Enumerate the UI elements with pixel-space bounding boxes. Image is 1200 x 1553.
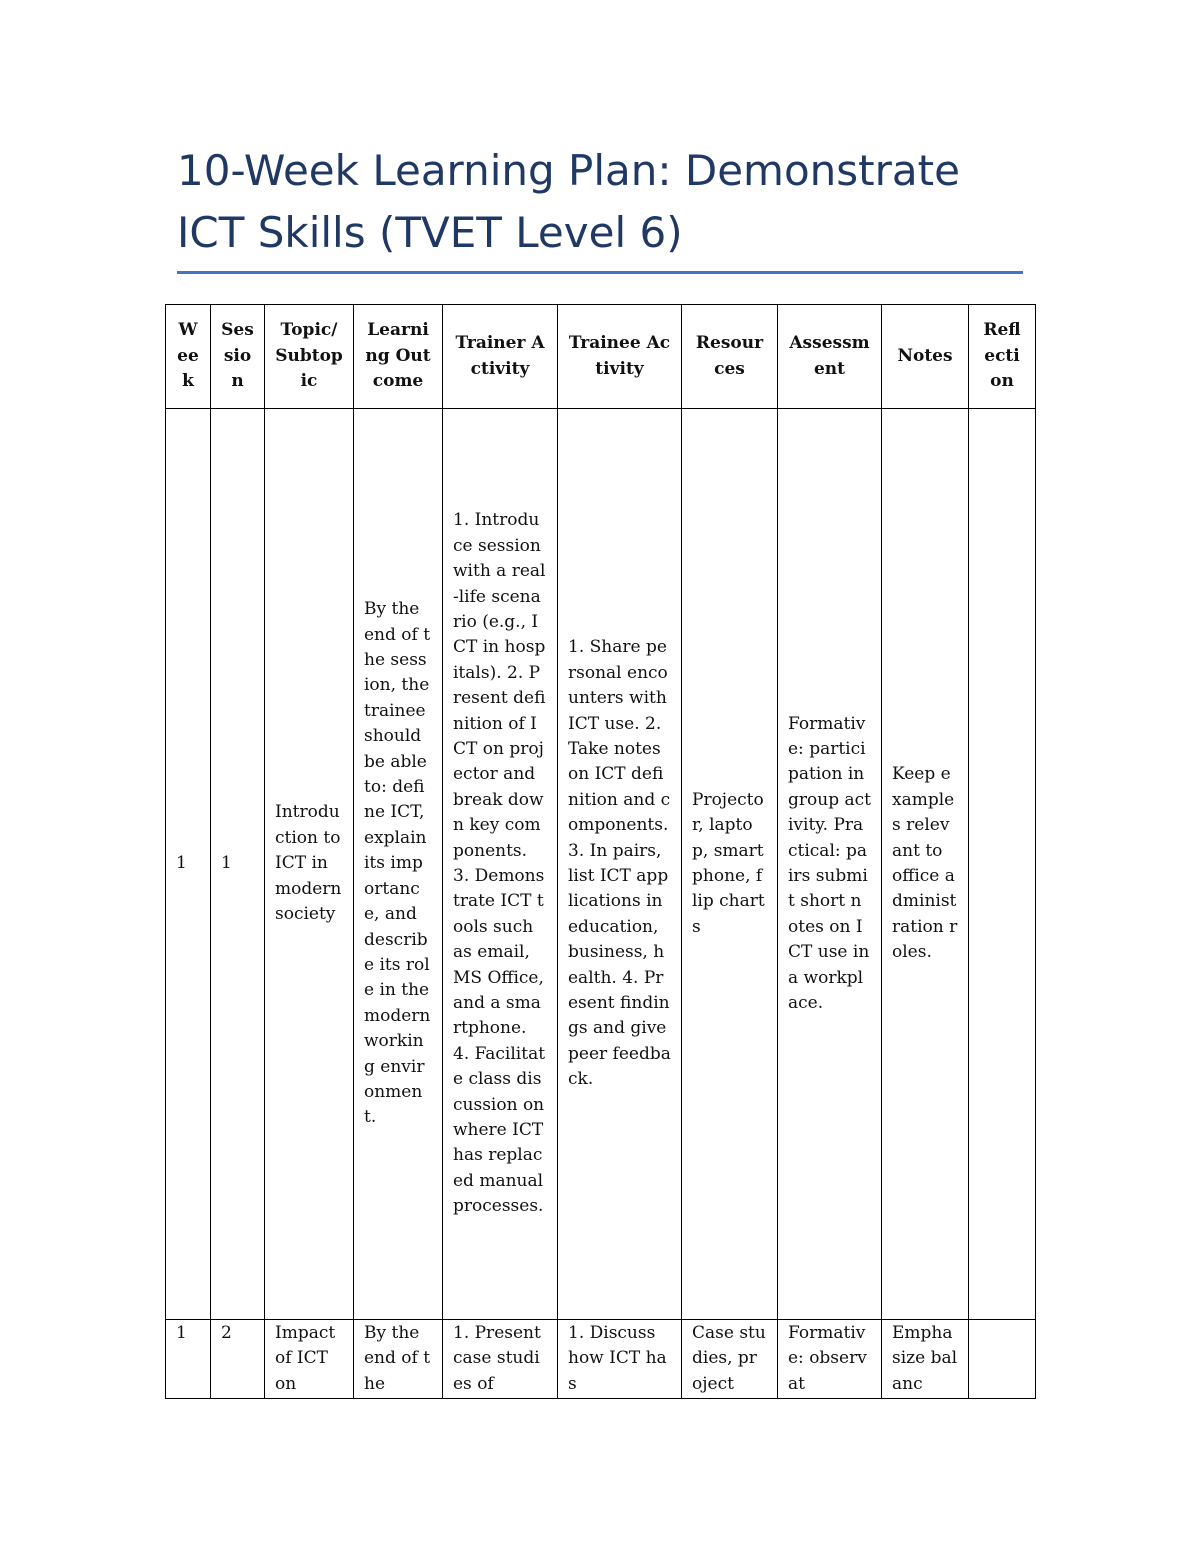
cell-trainer-activity: 1. Introduce session with a real-life scenario (e.g., ICT in hospitals). 2. Present definition of ICT on projector and break down key components. 3. Demonstrate ICT tools such as email, MS Office, and a smartphone. 4. Facilitate class discussion on where ICT has replaced manual processes. [443,409,558,1320]
header-week: Week [166,305,211,409]
cell-learning-outcome: By the end of the [354,1320,443,1399]
header-resources: Resources [682,305,778,409]
cell-week: 1 [166,1320,211,1399]
header-topic: Topic/ Subtopic [265,305,354,409]
cell-resources: Projector, laptop, smartphone, flip charts [682,409,778,1320]
header-trainer-activity: Trainer Activity [443,305,558,409]
header-row [166,305,1036,409]
cell-session: 1 [211,409,265,1320]
cell-trainee-activity: 1. Share personal encounters with ICT use. 2. Take notes on ICT definition and components. 3. In pairs, list ICT applications in education, business, health. 4. Present findings and give peer feedback. [558,409,682,1320]
header-trainee-activity: Trainee Activity [558,305,682,409]
cell-trainer-activity: 1. Present case studies of [443,1320,558,1399]
cell-resources: Case studies, project [682,1320,778,1399]
table-row [166,1320,1036,1399]
page-title: 10-Week Learning Plan: Demonstrate ICT Skills (TVET Level 6) [177,146,960,257]
cell-notes: Emphasize balanc [882,1320,969,1399]
cell-notes: Keep examples relevant to office administration roles. [882,409,969,1320]
cell-assessment: Formative: observat [778,1320,882,1399]
header-reflection: Reflection [969,305,1036,409]
header-learning-outcome: Learning Outcome [354,305,443,409]
cell-week: 1 [166,409,211,1320]
cell-reflection [969,409,1036,1320]
header-session: Session [211,305,265,409]
cell-topic: Introduction to ICT in modern society [265,409,354,1320]
header-notes: Notes [882,305,969,409]
cell-assessment: Formative: participation in group activity. Practical: pairs submit short notes on ICT use in a workplace. [778,409,882,1320]
cell-session: 2 [211,1320,265,1399]
learning-plan-table [165,304,1036,1399]
cell-topic: Impact of ICT on [265,1320,354,1399]
cell-reflection [969,1320,1036,1399]
cell-learning-outcome: By the end of the session, the trainee should be able to: define ICT, explain its importance, and describe its role in the modern working environment. [354,409,443,1320]
cell-trainee-activity: 1. Discuss how ICT has [558,1320,682,1399]
header-assessment: Assessment [778,305,882,409]
table-row [166,409,1036,1320]
title-underline [177,271,1023,274]
